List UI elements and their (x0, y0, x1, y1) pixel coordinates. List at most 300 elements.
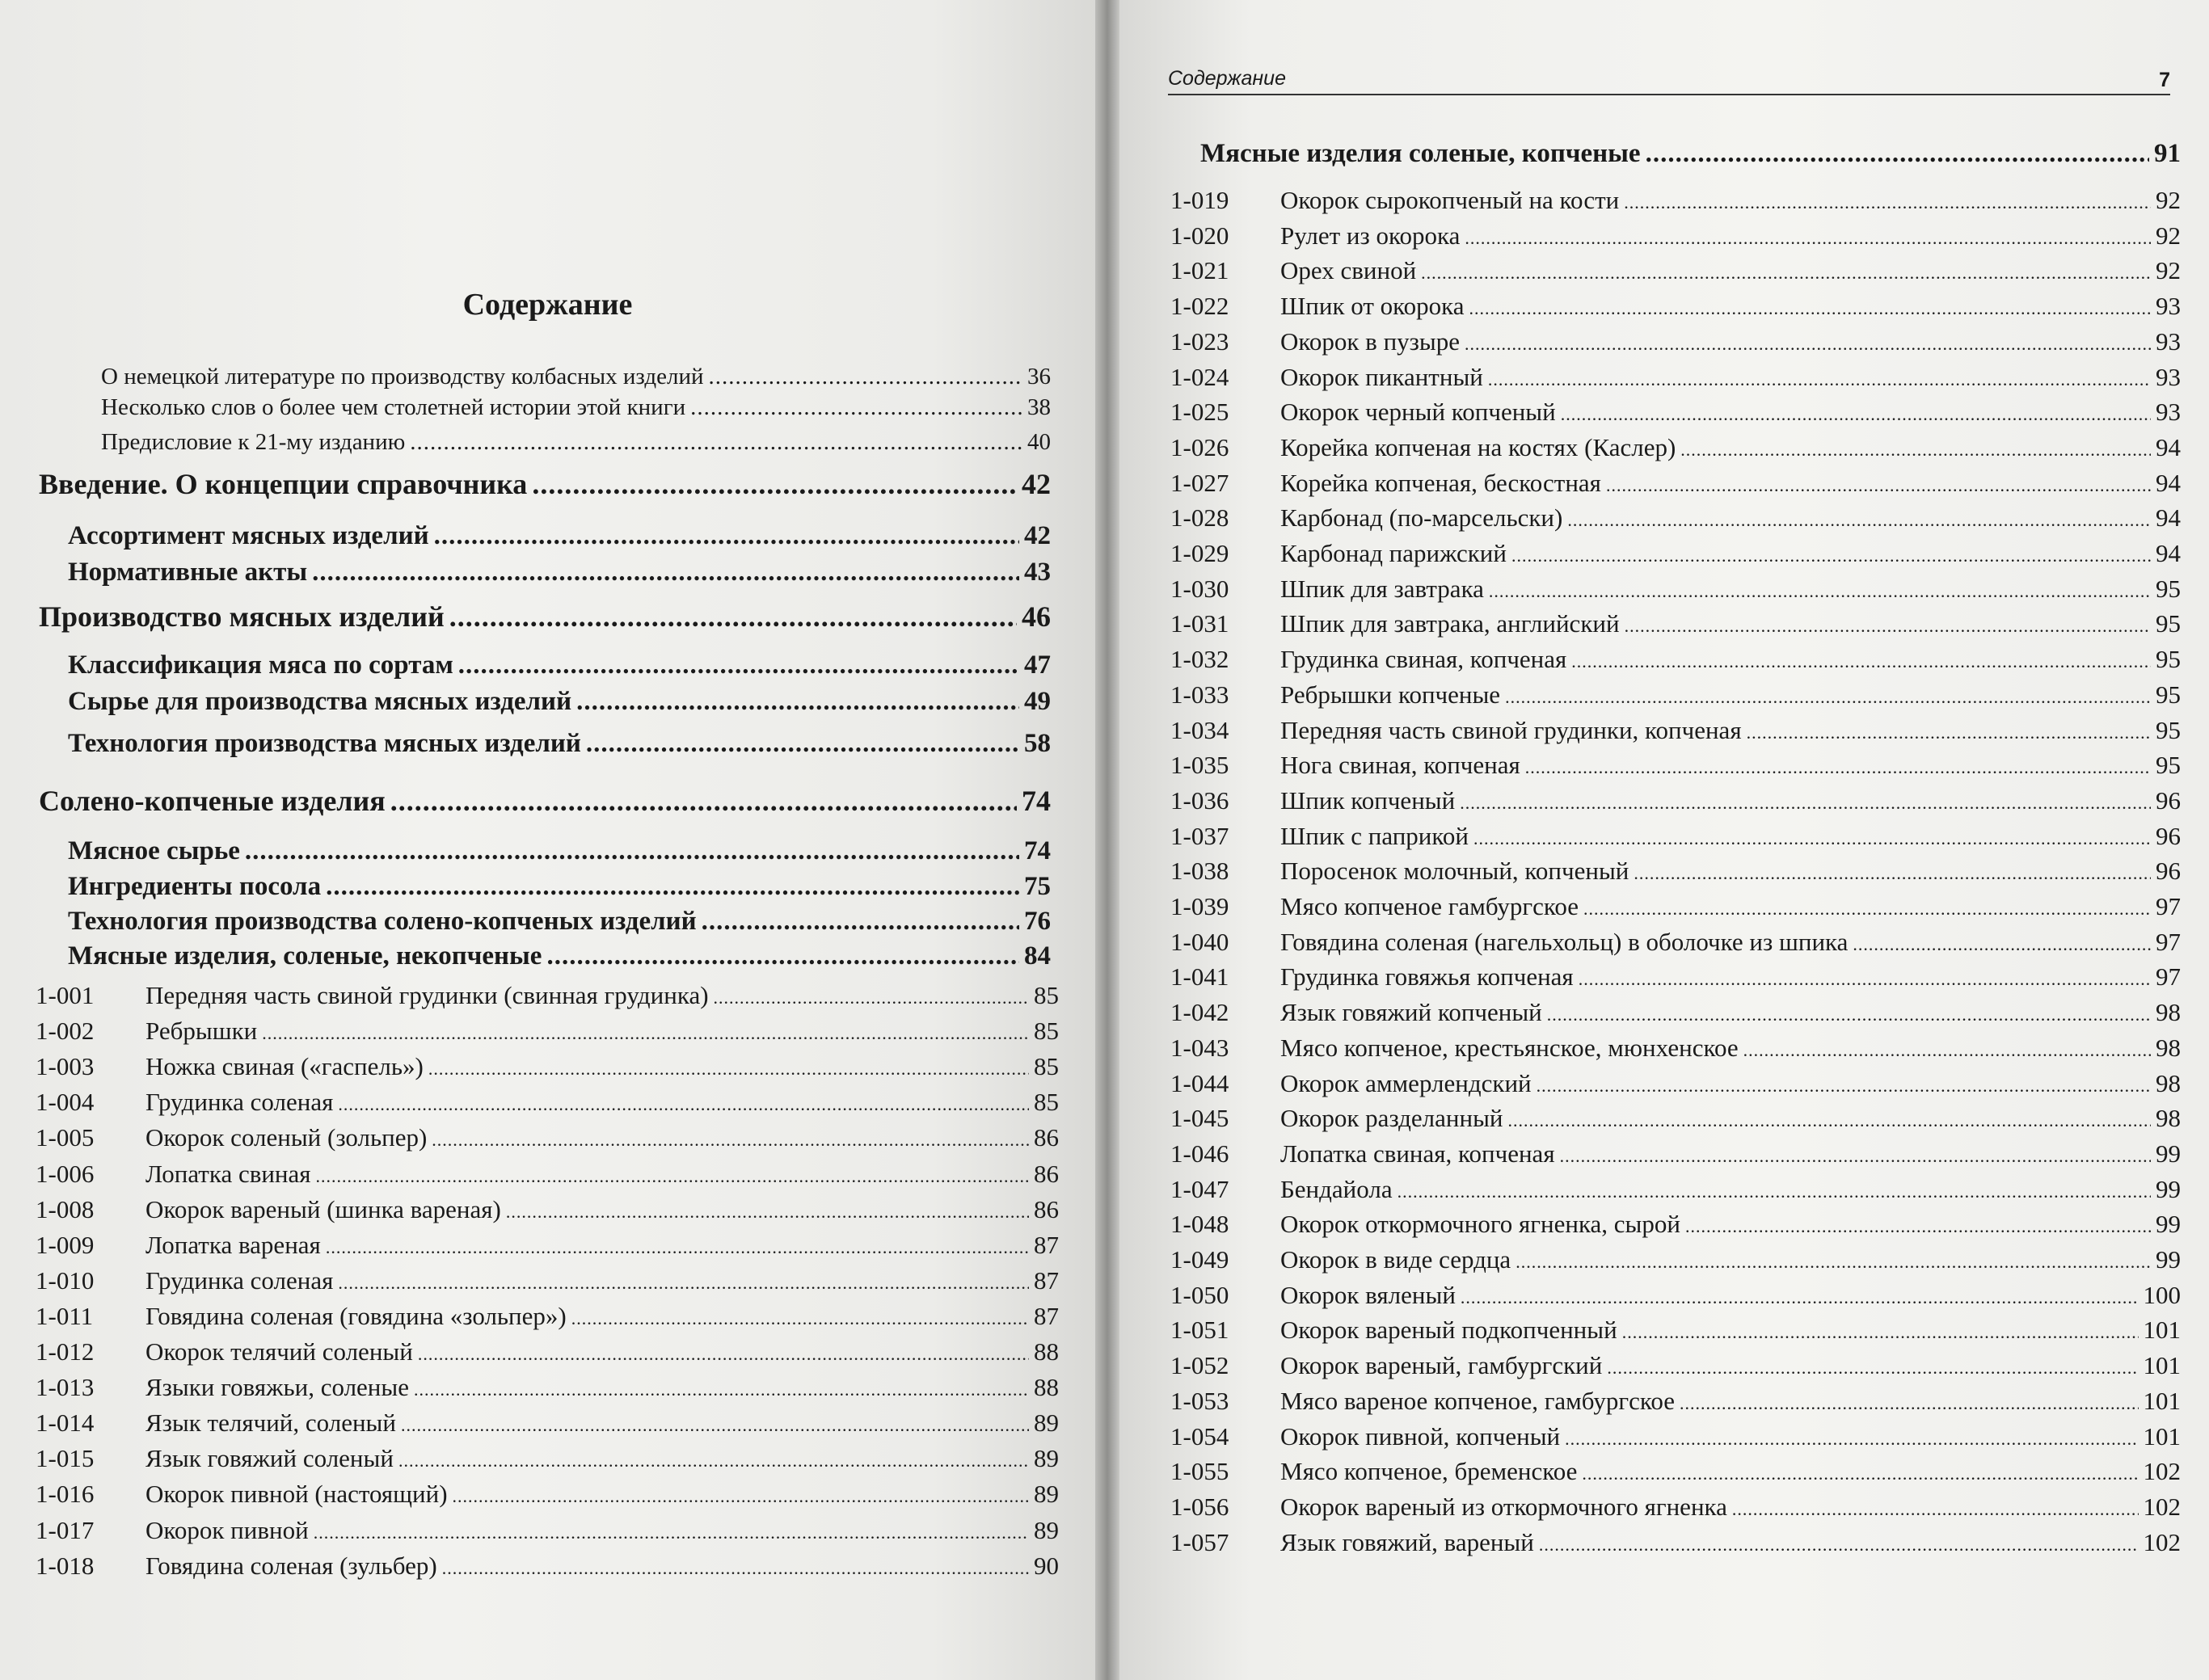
entry-name: Передняя часть свиной грудинки (свинная грудинка) (145, 981, 709, 1009)
toc-entry (1170, 1493, 2181, 1522)
entry-name: Карбонад парижский (1280, 539, 1507, 567)
entry-page: 98 (2156, 1104, 2181, 1133)
entry-page: 97 (2156, 892, 2181, 920)
running-head (1168, 61, 2170, 95)
toc-chapter-label: Производство мясных изделий (39, 600, 445, 633)
entry-name: Окорок пикантный (1280, 362, 1483, 391)
entry-page: 89 (1034, 1480, 1059, 1509)
entry-name: Шпик для завтрака, английский (1280, 609, 1620, 638)
entry-name: Шпик от окорока (1280, 292, 1465, 321)
toc-entry (1170, 1175, 2181, 1204)
dot-leader (1743, 1040, 2151, 1061)
toc-entry (36, 1195, 1059, 1224)
toc-entry (1170, 962, 2181, 992)
entry-code: 1-040 (1170, 927, 1229, 956)
entry-page: 100 (2143, 1280, 2181, 1309)
entry-page: 92 (2156, 256, 2181, 285)
toc-entry (1170, 892, 2181, 921)
dot-leader (401, 1415, 1029, 1436)
toc-section (68, 872, 1051, 902)
toc-entry (1170, 928, 2181, 957)
toc-front-item (101, 364, 1051, 390)
toc-entry (36, 1052, 1059, 1081)
entry-page: 99 (2156, 1174, 2181, 1203)
entry-page: 95 (2156, 751, 2181, 780)
entry-code: 1-044 (1170, 1068, 1229, 1097)
toc-entry (1170, 503, 2181, 533)
toc-entry (36, 1480, 1059, 1509)
toc-entry (36, 981, 1059, 1010)
dot-leader (442, 1558, 1029, 1579)
toc-section (68, 651, 1051, 680)
dot-leader (586, 729, 1019, 759)
entry-page: 96 (2156, 821, 2181, 850)
toc-entry (1170, 1457, 2181, 1486)
entry-name: Грудинка говяжья копченая (1280, 962, 1574, 992)
entry-name: Шпик для завтрака (1280, 574, 1484, 603)
entry-code: 1-019 (1170, 186, 1229, 214)
entry-name: Шпик с паприкой (1280, 821, 1469, 850)
entry-name: Нога свиная, копченая (1280, 751, 1520, 780)
entry-page: 87 (1034, 1265, 1059, 1295)
entry-code: 1-035 (1170, 751, 1229, 780)
toc-entry (1170, 1422, 2181, 1451)
toc-entry (1170, 539, 2181, 568)
toc-entry (1170, 716, 2181, 745)
entry-code: 1-047 (1170, 1174, 1229, 1203)
entry-page: 87 (1034, 1230, 1059, 1259)
toc-section-page: 74 (1024, 836, 1051, 865)
entry-code: 1-052 (1170, 1351, 1229, 1380)
dot-leader (432, 1130, 1029, 1151)
entry-code: 1-010 (36, 1265, 95, 1295)
entry-code: 1-009 (36, 1230, 95, 1259)
dot-leader (1567, 510, 2151, 531)
toc-section (68, 687, 1051, 717)
entry-page: 89 (1034, 1515, 1059, 1544)
entry-page: 92 (2156, 186, 2181, 214)
dot-leader (1508, 1110, 2152, 1131)
entry-page: 90 (1034, 1551, 1059, 1580)
entry-code: 1-038 (1170, 857, 1229, 886)
entry-code: 1-028 (1170, 503, 1229, 533)
entry-page: 98 (2156, 1068, 2181, 1097)
entry-page: 96 (2156, 857, 2181, 886)
entry-name: Грудинка соленая (145, 1088, 334, 1117)
running-title: Содержание (1168, 67, 1286, 90)
toc-section (68, 836, 1051, 866)
entry-name: Бендайола (1280, 1174, 1393, 1203)
entry-name: Язык говяжий копченый (1280, 998, 1542, 1027)
entry-page: 97 (2156, 962, 2181, 992)
entry-page: 101 (2143, 1316, 2181, 1345)
entry-page: 95 (2156, 645, 2181, 674)
entry-name: Ребрышки копченые (1280, 680, 1501, 709)
entry-page: 88 (1034, 1337, 1059, 1366)
toc-entry (1170, 786, 2181, 815)
entry-page: 96 (2156, 785, 2181, 815)
entry-code: 1-036 (1170, 785, 1229, 815)
entry-page: 86 (1034, 1123, 1059, 1152)
dot-leader (1561, 404, 2151, 425)
entry-page: 86 (1034, 1159, 1059, 1188)
entry-code: 1-029 (1170, 539, 1229, 567)
entry-code: 1-032 (1170, 645, 1229, 674)
entry-code: 1-017 (36, 1515, 95, 1544)
toc-section-page: 91 (2154, 139, 2181, 168)
entry-name: Окорок аммерлендский (1280, 1068, 1532, 1097)
entry-name: Окорок откормочного ягненка, сырой (1280, 1210, 1680, 1239)
entry-code: 1-041 (1170, 962, 1229, 992)
entry-page: 95 (2156, 715, 2181, 744)
dot-leader (571, 1308, 1029, 1329)
toc-entry (36, 1123, 1059, 1152)
toc-entry (36, 1088, 1059, 1117)
toc-entry (1170, 1351, 2181, 1380)
toc-entry (1170, 256, 2181, 285)
dot-leader (338, 1094, 1029, 1115)
toc-section-page: 42 (1024, 521, 1051, 550)
entry-page: 93 (2156, 326, 2181, 356)
toc-entry (1170, 1281, 2181, 1310)
dot-leader (245, 836, 1019, 866)
dot-leader (1516, 1252, 2151, 1273)
toc-chapter-page: 42 (1022, 468, 1051, 500)
dot-leader (434, 521, 1019, 551)
entry-page: 102 (2143, 1492, 2181, 1521)
dot-leader (1624, 192, 2151, 213)
entry-name: Поросенок молочный, копченый (1280, 857, 1629, 886)
toc-entry (1170, 221, 2181, 251)
toc-item-page: 40 (1027, 429, 1051, 455)
toc-entry (1170, 575, 2181, 604)
entry-page: 99 (2156, 1245, 2181, 1274)
dot-leader (1397, 1181, 2151, 1202)
entry-code: 1-048 (1170, 1210, 1229, 1239)
toc-entry (1170, 363, 2181, 392)
toc-entry (36, 1302, 1059, 1331)
toc-section-label: Мясные изделия, соленые, некопченые (68, 941, 542, 971)
toc-entry (1170, 1139, 2181, 1168)
entry-code: 1-057 (1170, 1527, 1229, 1556)
entry-code: 1-022 (1170, 292, 1229, 321)
toc-entry (1170, 1069, 2181, 1098)
entry-name: Карбонад (по-марсельски) (1280, 503, 1563, 533)
dot-leader (702, 907, 1019, 937)
entry-name: Мясо копченое гамбургское (1280, 892, 1579, 920)
dot-leader (262, 1023, 1029, 1044)
toc-section (68, 941, 1051, 971)
dot-leader (1606, 475, 2151, 496)
entry-page: 93 (2156, 292, 2181, 321)
entry-name: Окорок сырокопченый на кости (1280, 186, 1620, 214)
toc-front-item (101, 429, 1051, 456)
entry-name: Шпик копченый (1280, 785, 1456, 815)
entry-code: 1-053 (1170, 1386, 1229, 1415)
entry-page: 85 (1034, 1052, 1059, 1081)
toc-section-page: 49 (1024, 687, 1051, 716)
entry-name: Орех свиной (1280, 256, 1417, 285)
toc-entry (1170, 645, 2181, 674)
toc-entry (1170, 1245, 2181, 1274)
toc-section (1200, 139, 2181, 169)
toc-entry (36, 1444, 1059, 1473)
toc-entry (36, 1408, 1059, 1438)
entry-page: 87 (1034, 1301, 1059, 1330)
entry-name: Окорок пивной, копченый (1280, 1421, 1561, 1451)
right-page (1119, 0, 2209, 1680)
toc-entry (1170, 292, 2181, 321)
toc-entry (36, 1266, 1059, 1295)
entry-name: Корейка копченая, бескостная (1280, 468, 1601, 497)
entry-code: 1-003 (36, 1052, 95, 1081)
toc-entry (1170, 857, 2181, 886)
toc-entry (1170, 398, 2181, 427)
entry-name: Окорок в виде сердца (1280, 1245, 1511, 1274)
entry-name: Говядина соленая (говядина «зольпер») (145, 1301, 567, 1330)
dot-leader (1680, 440, 2151, 461)
entry-name: Мясо копченое, крестьянское, мюнхенское (1280, 1033, 1739, 1062)
entry-page: 99 (2156, 1210, 2181, 1239)
entry-code: 1-016 (36, 1480, 95, 1509)
dot-leader (1747, 722, 2151, 743)
entry-code: 1-005 (36, 1123, 95, 1152)
dot-leader (1582, 1463, 2138, 1484)
entry-name: Язык телячий, соленый (145, 1408, 396, 1438)
toc-section-label: Нормативные акты (68, 558, 308, 587)
entry-page: 94 (2156, 539, 2181, 567)
dot-leader (1607, 1358, 2138, 1379)
dot-leader (326, 872, 1019, 902)
page-number: 7 (2159, 69, 2170, 91)
entry-name: Окорок вареный подкопченный (1280, 1316, 1617, 1345)
dot-leader (1634, 863, 2151, 884)
dot-leader (1539, 1535, 2139, 1556)
toc-entry (1170, 1210, 2181, 1239)
dot-leader (316, 1166, 1029, 1187)
toc-section-page: 84 (1024, 941, 1051, 971)
dot-leader (458, 651, 1019, 680)
entry-name: Язык говяжий, вареный (1280, 1527, 1534, 1556)
entry-page: 88 (1034, 1373, 1059, 1402)
dot-leader (1625, 616, 2151, 637)
entry-name: Окорок вяленый (1280, 1280, 1456, 1309)
entry-code: 1-039 (1170, 892, 1229, 920)
entry-page: 98 (2156, 998, 2181, 1027)
toc-entry (1170, 327, 2181, 356)
dot-leader (410, 429, 1022, 456)
toc-section (68, 729, 1051, 759)
toc-entry (1170, 1104, 2181, 1133)
toc-chapter-label: Введение. О концепции справочника (39, 468, 528, 500)
entry-name: Говядина соленая (нагельхольц) в оболочке из шпика (1280, 927, 1849, 956)
entry-name: Говядина соленая (зульбер) (145, 1551, 437, 1580)
entry-code: 1-042 (1170, 998, 1229, 1027)
toc-section-label: Мясные изделия соленые, копченые (1200, 139, 1641, 168)
entry-code: 1-013 (36, 1373, 95, 1402)
entry-name: Язык говяжий соленый (145, 1444, 394, 1473)
toc-section-page: 75 (1024, 872, 1051, 901)
dot-leader (1537, 1076, 2151, 1097)
entry-code: 1-024 (1170, 362, 1229, 391)
entry-page: 93 (2156, 362, 2181, 391)
toc-item-page: 38 (1027, 394, 1051, 420)
entry-page: 102 (2143, 1527, 2181, 1556)
entry-name: Рулет из окорока (1280, 221, 1461, 250)
toc-item-page: 36 (1027, 364, 1051, 389)
dot-leader (1583, 899, 2151, 920)
toc-entry (1170, 1387, 2181, 1416)
entry-code: 1-001 (36, 981, 95, 1009)
toc-entry (1170, 751, 2181, 780)
dot-leader (1579, 969, 2151, 990)
dot-leader (453, 1486, 1029, 1507)
toc-item-label: Предисловие к 21-му изданию (101, 429, 406, 455)
toc-entry (36, 1017, 1059, 1046)
entry-code: 1-006 (36, 1159, 95, 1188)
toc-entry (1170, 609, 2181, 638)
entry-name: Окорок разделанный (1280, 1104, 1503, 1133)
toc-section-label: Классификация мяса по сортам (68, 651, 453, 680)
entry-page: 94 (2156, 432, 2181, 461)
entry-code: 1-004 (36, 1088, 95, 1117)
dot-leader (1489, 581, 2151, 602)
dot-leader (1465, 334, 2151, 355)
dot-leader (314, 1522, 1029, 1543)
dot-leader (1732, 1499, 2139, 1520)
toc-chapter (39, 600, 1051, 634)
toc-section-page: 43 (1024, 558, 1051, 587)
entry-name: Лопатка свиная, копченая (1280, 1139, 1555, 1168)
toc-section-page: 47 (1024, 651, 1051, 680)
toc-section-label: Технология производства солено-копченых изделий (68, 907, 697, 936)
toc-section-label: Ассортимент мясных изделий (68, 521, 429, 550)
entry-name: Окорок черный копченый (1280, 398, 1556, 427)
toc-chapter (39, 784, 1051, 818)
toc-entry (1170, 680, 2181, 709)
toc-entry (1170, 822, 2181, 851)
entry-page: 99 (2156, 1139, 2181, 1168)
dot-leader (1571, 651, 2151, 672)
toc-entry (1170, 186, 2181, 215)
entry-page: 98 (2156, 1033, 2181, 1062)
dot-leader (1685, 1216, 2151, 1237)
entry-page: 89 (1034, 1444, 1059, 1473)
entry-code: 1-008 (36, 1194, 95, 1223)
entry-page: 101 (2143, 1421, 2181, 1451)
toc-entry (36, 1373, 1059, 1402)
dot-leader (714, 987, 1029, 1008)
entry-name: Мясо вареное копченое, гамбургское (1280, 1386, 1675, 1415)
entry-code: 1-037 (1170, 821, 1229, 850)
left-page (0, 0, 1095, 1680)
entry-code: 1-023 (1170, 326, 1229, 356)
entry-page: 94 (2156, 503, 2181, 533)
book-spine (1095, 0, 1119, 1680)
dot-leader (414, 1379, 1029, 1400)
entry-code: 1-055 (1170, 1457, 1229, 1486)
toc-entry (36, 1337, 1059, 1366)
entry-page: 86 (1034, 1194, 1059, 1223)
entry-name: Окорок в пузыре (1280, 326, 1460, 356)
dot-leader (1525, 757, 2151, 778)
toc-entry (1170, 1316, 2181, 1345)
toc-chapter (39, 467, 1051, 501)
entry-code: 1-026 (1170, 432, 1229, 461)
entry-page: 101 (2143, 1351, 2181, 1380)
entry-code: 1-002 (36, 1017, 95, 1046)
toc-section (68, 521, 1051, 551)
dot-leader (506, 1202, 1029, 1223)
toc-section-page: 58 (1024, 729, 1051, 758)
entry-name: Передняя часть свиной грудинки, копченая (1280, 715, 1742, 744)
entry-name: Грудинка свиная, копченая (1280, 645, 1567, 674)
dot-leader (1853, 934, 2151, 955)
entry-code: 1-012 (36, 1337, 95, 1366)
toc-entry (36, 1160, 1059, 1189)
dot-leader (1465, 228, 2151, 249)
toc-entry (36, 1552, 1059, 1581)
entry-page: 95 (2156, 680, 2181, 709)
entry-code: 1-011 (36, 1301, 94, 1330)
dot-leader (418, 1344, 1029, 1365)
toc-entry (36, 1516, 1059, 1545)
toc-section (68, 558, 1051, 587)
dot-leader (312, 558, 1019, 587)
dot-leader (532, 467, 1017, 501)
toc-section-label: Мясное сырье (68, 836, 240, 865)
toc-entry (1170, 1034, 2181, 1063)
toc-entry (1170, 433, 2181, 462)
dot-leader (1511, 545, 2151, 566)
dot-leader (1680, 1393, 2139, 1414)
entry-page: 93 (2156, 398, 2181, 427)
entry-name: Корейка копченая на костях (Каслер) (1280, 432, 1676, 461)
dot-leader (1560, 1146, 2151, 1167)
entry-name: Окорок пивной (145, 1515, 309, 1544)
dot-leader (1469, 298, 2152, 319)
entry-name: Окорок телячий соленый (145, 1337, 413, 1366)
entry-name: Окорок пивной (настоящий) (145, 1480, 448, 1509)
toc-entry (36, 1231, 1059, 1260)
entry-name: Языки говяжьи, соленые (145, 1373, 409, 1402)
entry-code: 1-021 (1170, 256, 1229, 285)
dot-leader (1622, 1322, 2139, 1343)
dot-leader (1473, 828, 2151, 849)
toc-section (68, 907, 1051, 937)
entry-name: Ребрышки (145, 1017, 258, 1046)
toc-section-label: Сырье для производства мясных изделий (68, 687, 572, 716)
dot-leader (690, 394, 1022, 421)
entry-name: Лопатка свиная (145, 1159, 311, 1188)
entry-page: 92 (2156, 221, 2181, 250)
toc-item-label: Несколько слов о более чем столетней истории этой книги (101, 394, 686, 420)
dot-leader (398, 1451, 1029, 1472)
toc-chapter-page: 74 (1022, 785, 1051, 817)
entry-page: 94 (2156, 468, 2181, 497)
entry-code: 1-051 (1170, 1316, 1229, 1345)
entry-name: Мясо копченое, бременское (1280, 1457, 1578, 1486)
dot-leader (546, 941, 1019, 971)
entry-page: 95 (2156, 609, 2181, 638)
toc-section-label: Ингредиенты посола (68, 872, 322, 901)
toc-entry (1170, 469, 2181, 498)
entry-code: 1-054 (1170, 1421, 1229, 1451)
dot-leader (1646, 139, 2149, 169)
entry-name: Окорок вареный, гамбургский (1280, 1351, 1603, 1380)
entry-name: Окорок вареный из откормочного ягненка (1280, 1492, 1727, 1521)
dot-leader (1505, 687, 2151, 708)
